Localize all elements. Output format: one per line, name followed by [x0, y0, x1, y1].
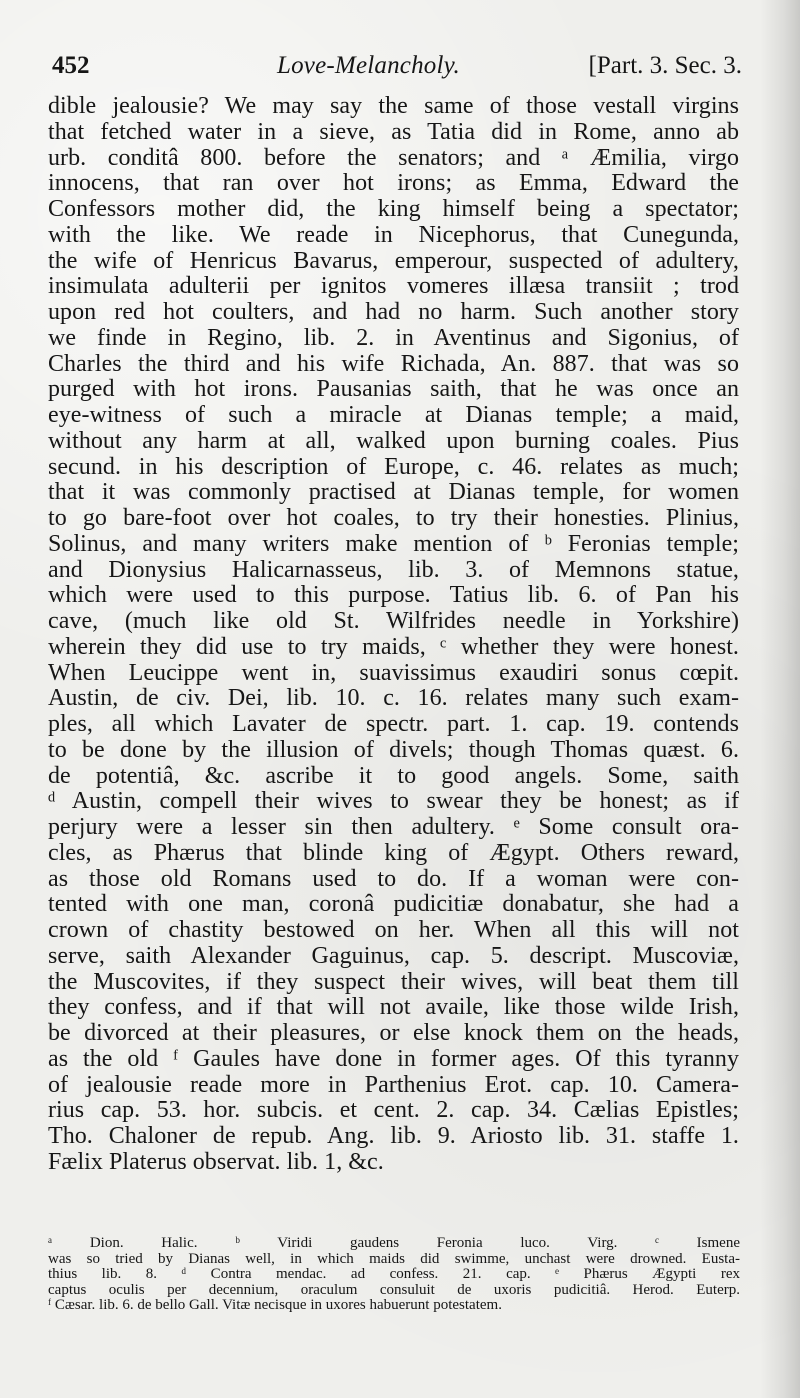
- text-line: wherein they did use to try maids, ᶜ whether they were honest.: [48, 633, 739, 660]
- text-line: which were used to this purpose. Tatius lib. 6. of Pan his: [48, 582, 739, 609]
- main-text: [48, 94, 739, 1176]
- text-line: as those old Romans used to do. If a woman were con-: [48, 865, 739, 892]
- text-line: the wife of Henricus Bavarus, emperour, suspected of adultery,: [48, 247, 739, 274]
- text-line: cles, as Phærus that blinde king of Ægypt. Others reward,: [48, 839, 739, 866]
- page-header: [52, 46, 742, 86]
- text-line: innocens, that ran over hot irons; as Emma, Edward the: [48, 170, 739, 197]
- footnote-line: thius lib. 8. ᵈ Contra mendac. ad confess. 21. cap. ᵉ Phærus Ægypti rex: [48, 1267, 740, 1282]
- text-line: that fetched water in a sieve, as Tatia did in Rome, anno ab: [48, 118, 739, 145]
- text-line: Fælix Platerus observat. lib. 1, &c.: [48, 1148, 384, 1175]
- text-line: dible jealousie? We may say the same of those vestall virgins: [48, 93, 739, 119]
- running-title: Love-Melancholy.: [277, 52, 460, 79]
- footnote-line: captus oculis per decennium, oraculum consuluit de uxoris pudicitiâ. Herod. Euterp.: [48, 1282, 740, 1298]
- section-info: [Part. 3. Sec. 3.: [588, 52, 742, 79]
- text-line: Confessors mother did, the king himself being a spectator;: [48, 196, 739, 222]
- page-number: 452: [52, 52, 90, 79]
- text-line: ples, all which Lavater de spectr. part. 1. cap. 19. contends: [48, 711, 739, 737]
- text-line: upon red hot coulters, and had no harm. Such another story: [48, 299, 739, 325]
- text-line: cave, (much like old St. Wilfrides needle in Yorkshire): [48, 608, 739, 634]
- text-line: Charles the third and his wife Richada, An. 887. that was so: [48, 350, 739, 377]
- text-line: secund. in his description of Europe, c. 46. relates as much;: [48, 453, 739, 480]
- footnote-line: ᶠ Cæsar. lib. 6. de bello Gall. Vitæ necisque in uxores habuerunt potestatem.: [48, 1298, 502, 1313]
- footnote-line: was so tried by Dianas well, in which maids did swimme, unchast were drowned. Eusta-: [48, 1251, 740, 1267]
- text-line: we finde in Regino, lib. 2. in Aventinus and Sigonius, of: [48, 324, 739, 351]
- text-line: be divorced at their pleasures, or else knock them on the heads,: [48, 1020, 739, 1046]
- text-line: to be done by the illusion of divels; though Thomas quæst. 6.: [48, 736, 739, 763]
- text-line: insimulata adulterii per ignitos vomeres illæsa transiit ; trod: [48, 273, 739, 300]
- text-line: perjury were a lesser sin then adultery. ᵉ Some consult ora-: [48, 814, 739, 840]
- text-line: purged with hot irons. Pausanias saith, that he was once an: [48, 376, 739, 403]
- text-line: Tho. Chaloner de repub. Ang. lib. 9. Ariosto lib. 31. staffe 1.: [48, 1123, 739, 1149]
- footnote-line: ᵃ Dion. Halic. ᵇ Viridi gaudens Feronia luco. Virg. ᶜ Ismene: [48, 1236, 740, 1251]
- text-line: with the like. We reade in Nicephorus, that Cunegunda,: [48, 221, 739, 248]
- text-line: of jealousie reade more in Parthenius Erot. cap. 10. Camera-: [48, 1071, 739, 1098]
- text-line: rius cap. 53. hor. subcis. et cent. 2. cap. 34. Cælias Epistles;: [48, 1097, 739, 1124]
- text-line: Austin, de civ. Dei, lib. 10. c. 16. relates many such exam-: [48, 685, 739, 712]
- text-line: the Muscovites, if they suspect their wives, will beat them till: [48, 968, 739, 995]
- text-line: When Leucippe went in, suavissimus exaudiri sonus cœpit.: [48, 659, 739, 686]
- text-line: urb. conditâ 800. before the senators; and ᵃ Æmilia, virgo: [48, 144, 739, 171]
- text-line: they confess, and if that will not availe, like those wilde Irish,: [48, 994, 739, 1021]
- text-line: ᵈ Austin, compell their wives to swear they be honest; as if: [48, 788, 739, 815]
- text-line: tented with one man, coronâ pudicitiæ donabatur, she had a: [48, 891, 739, 918]
- text-line: eye-witness of such a miracle at Dianas temple; a maid,: [48, 402, 739, 428]
- text-line: that it was commonly practised at Dianas temple, for women: [48, 479, 739, 506]
- footnotes: [48, 1236, 740, 1314]
- text-line: without any harm at all, walked upon burning coales. Pius: [48, 427, 739, 454]
- text-line: Solinus, and many writers make mention of ᵇ Feronias temple;: [48, 530, 739, 557]
- text-line: crown of chastity bestowed on her. When all this will not: [48, 917, 739, 943]
- text-line: and Dionysius Halicarnasseus, lib. 3. of Memnons statue,: [48, 556, 739, 583]
- text-line: serve, saith Alexander Gaguinus, cap. 5. descript. Muscoviæ,: [48, 942, 739, 969]
- text-line: to go bare-foot over hot coales, to try their honesties. Plinius,: [48, 505, 739, 531]
- text-line: as the old ᶠ Gaules have done in former ages. Of this tyranny: [48, 1045, 739, 1072]
- page-edge-shadow: [760, 0, 800, 1398]
- text-line: de potentiâ, &c. ascribe it to good angels. Some, saith: [48, 762, 739, 789]
